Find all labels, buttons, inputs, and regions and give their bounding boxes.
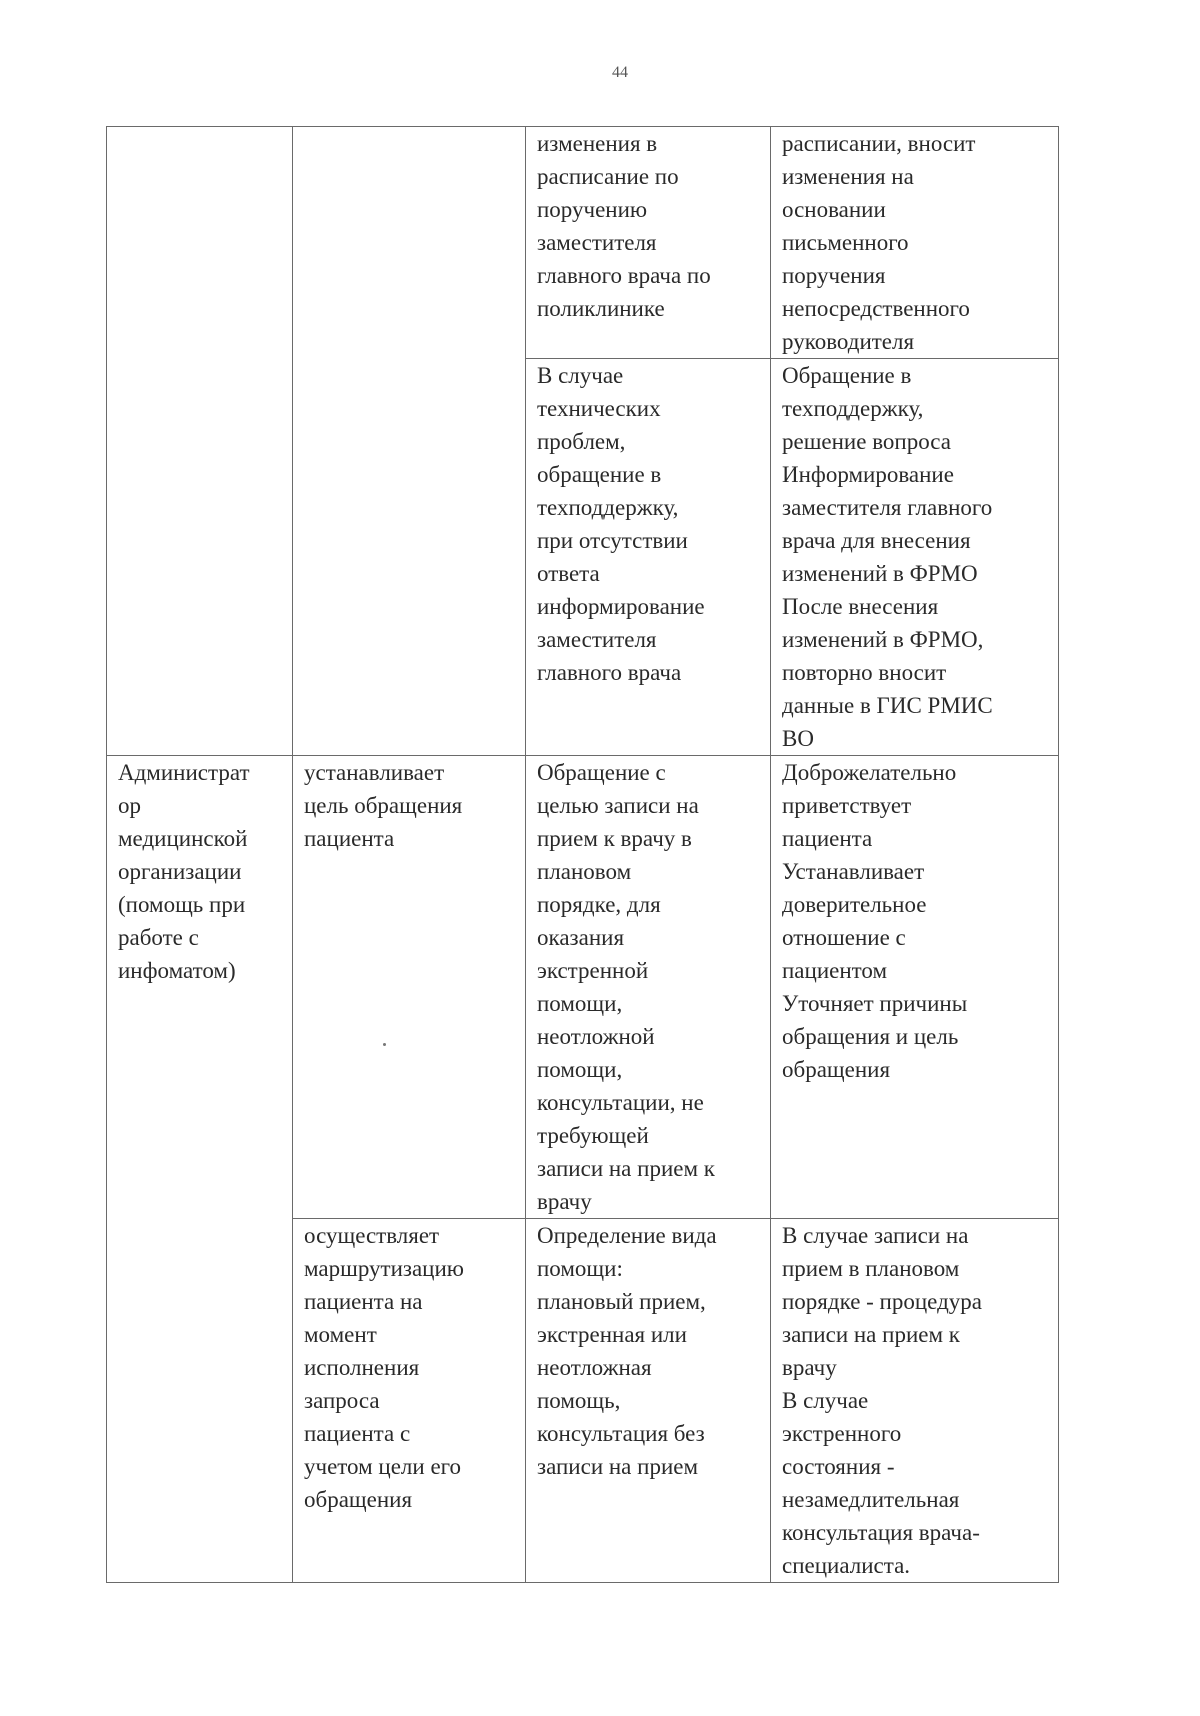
table-cell-role bbox=[107, 127, 293, 756]
table-cell-role: Администрат ор медицинской организации (помощь при работе с инфоматом) bbox=[107, 756, 293, 1583]
table-cell-action: расписании, вносит изменения на основании письменного поручения непосредственного руководителя bbox=[771, 127, 1059, 359]
scan-speck bbox=[383, 1043, 386, 1046]
table-cell-situation: Обращение с целью записи на прием к врачу в плановом порядке, для оказания экстренной помощи, неотложной помощи, консультации, не требующей записи на прием к врачу bbox=[526, 756, 771, 1219]
table-row bbox=[107, 127, 1059, 359]
table-cell-action: В случае записи на прием в плановом порядке - процедура записи на прием к врачу В случае экстренного состояния - незамедлительная консультация врача- специалиста. bbox=[771, 1219, 1059, 1583]
table-cell-function: устанавливает цель обращения пациента bbox=[293, 756, 526, 1219]
table-cell-situation: Определение вида помощи: плановый прием, экстренная или неотложная помощь, консультация без записи на прием bbox=[526, 1219, 771, 1583]
table-cell-action: Обращение в техподдержку, решение вопроса Информирование заместителя главного врача для внесения изменений в ФРМО После внесения изменений в ФРМО, повторно вносит данные в ГИС РМИС ВО bbox=[771, 359, 1059, 756]
table-cell-function: осуществляет маршрутизацию пациента на момент исполнения запроса пациента с учетом цели его обращения bbox=[293, 1219, 526, 1583]
page-number: 44 bbox=[612, 64, 628, 81]
table-cell-action: Доброжелательно приветствует пациента Устанавливает доверительное отношение с пациентом Уточняет причины обращения и цель обращения bbox=[771, 756, 1059, 1219]
process-table bbox=[106, 126, 1059, 1583]
table-cell-situation: В случае технических проблем, обращение в техподдержку, при отсутствии ответа информирование заместителя главного врача bbox=[526, 359, 771, 756]
table-cell-function bbox=[293, 127, 526, 756]
table-row bbox=[107, 756, 1059, 1219]
table-cell-situation: изменения в расписание по поручению заместителя главного врача по поликлинике bbox=[526, 127, 771, 359]
